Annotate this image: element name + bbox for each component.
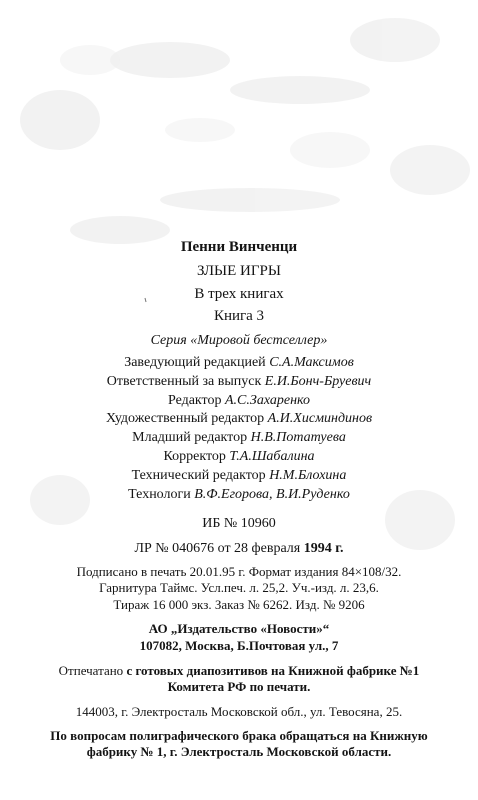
volumes-note: В трех книгах	[194, 286, 284, 302]
license-text: ЛР № 040676 от 28 февраля	[134, 541, 301, 556]
credit-name: Т.А.Шабалина	[229, 449, 315, 464]
book-title: ЗЛЫЕ ИГРЫ	[197, 263, 281, 279]
credit-name: Н.В.Потатуева	[250, 430, 346, 445]
book-number: Книга 3	[213, 308, 265, 324]
credit-name: А.С.Захаренко	[225, 393, 311, 408]
credit-role: Заведующий редакцией	[124, 355, 266, 370]
credit-line	[0, 469, 478, 483]
credit-line	[0, 375, 478, 389]
credit-line	[0, 394, 478, 408]
printed-lead: Отпечатано	[58, 663, 124, 678]
print-info-line: Гарнитура Таймс. Усл.печ. л. 25,2. Уч.-изд. л. 23,6.	[99, 580, 379, 595]
license-year: 1994 г.	[303, 541, 344, 556]
author-name: Пенни Винченци	[180, 239, 298, 255]
print-info-line: Тираж 16 000 экз. Заказ № 6262. Изд. № 9206	[113, 597, 365, 612]
factory-address: 144003, г. Электросталь Московской обл., ул. Тевосяна, 25.	[75, 704, 403, 719]
credit-role: Технический редактор	[131, 468, 266, 483]
printed-line	[0, 664, 478, 677]
credit-name: В.Ф.Егорова, В.И.Руденко	[194, 487, 350, 502]
print-info-line: Подписано в печать 20.01.95 г. Формат издания 84×108/32.	[76, 564, 402, 579]
credit-name: Е.И.Бонч-Бруевич	[264, 374, 372, 389]
credit-role: Художественный редактор	[105, 411, 265, 426]
publisher-address: 107082, Москва, Б.Почтовая ул., 7	[139, 638, 339, 653]
series-line	[0, 334, 478, 348]
credit-role: Технологи	[128, 487, 191, 502]
credit-role: Младший редактор	[132, 430, 248, 445]
publisher-name: АО „Издательство «Новости»“	[148, 621, 330, 636]
defects-line: По вопросам полиграфического брака обращаться на Книжную	[50, 728, 428, 743]
credit-role: Корректор	[163, 449, 226, 464]
credit-line	[0, 488, 478, 502]
credit-role: Редактор	[167, 393, 222, 408]
credit-line	[0, 431, 478, 445]
license-line	[0, 542, 478, 556]
defects-line: фабрику № 1, г. Электросталь Московской области.	[86, 744, 392, 759]
credit-name: Н.М.Блохина	[269, 468, 347, 483]
credit-name: С.А.Максимов	[269, 355, 354, 370]
printed-committee: Комитета РФ по печати.	[167, 679, 311, 694]
credit-role: Ответственный за выпуск	[106, 374, 262, 389]
credit-line	[0, 450, 478, 464]
credit-name: А.И.Хисминдинов	[267, 411, 373, 426]
printed-rest: с готовых диапозитивов на Книжной фабрике №1	[126, 663, 420, 678]
credit-line	[0, 356, 478, 370]
series-label: Серия «Мировой бестселлер»	[150, 333, 328, 348]
ib-number: ИБ № 10960	[202, 516, 276, 531]
credit-line	[0, 412, 478, 426]
